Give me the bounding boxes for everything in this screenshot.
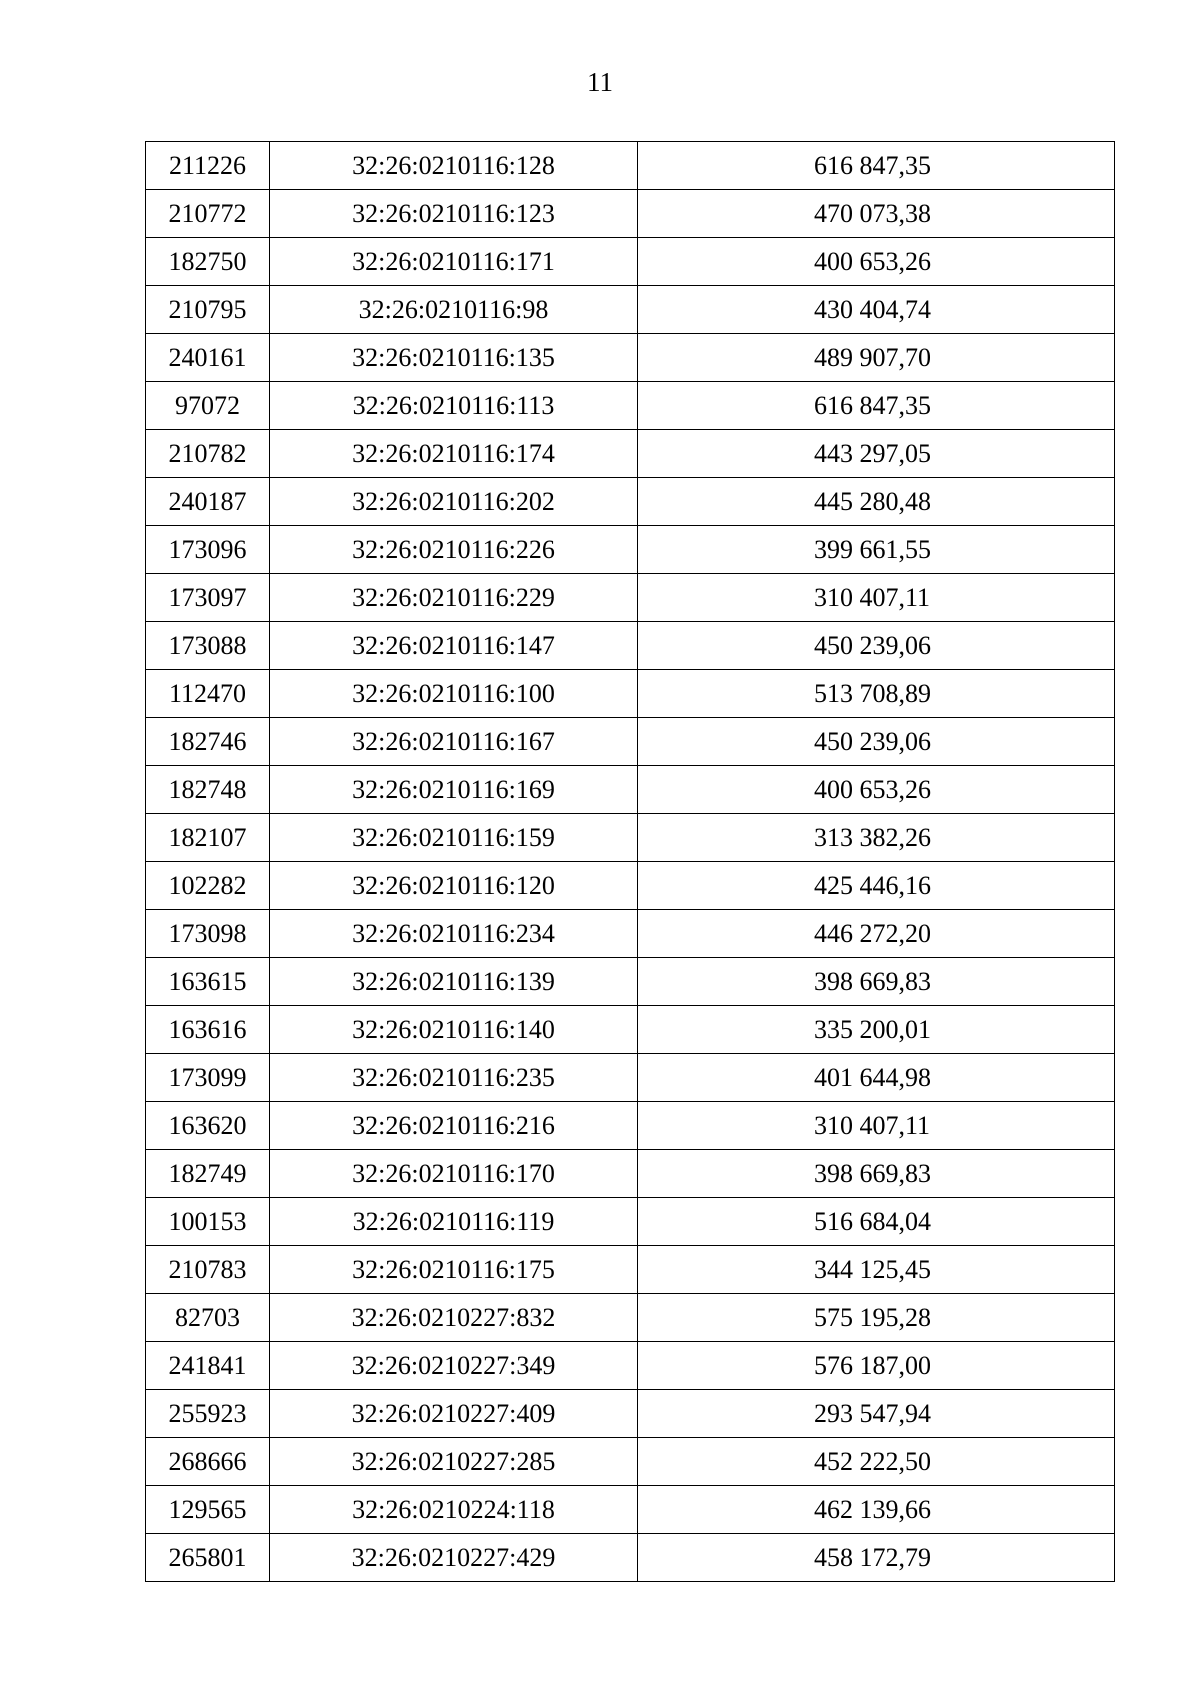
record-id-cell: 210783 [146, 1246, 270, 1294]
table-row [146, 718, 1115, 766]
record-id-cell: 182746 [146, 718, 270, 766]
cadastral-value-cell: 575 195,28 [638, 1294, 1115, 1342]
cadastral-number-cell: 32:26:0210116:120 [270, 862, 638, 910]
cadastral-number-cell: 32:26:0210116:139 [270, 958, 638, 1006]
cadastral-value-cell: 400 653,26 [638, 238, 1115, 286]
cadastral-number-cell: 32:26:0210227:285 [270, 1438, 638, 1486]
cadastral-number-cell: 32:26:0210116:167 [270, 718, 638, 766]
table-row [146, 1342, 1115, 1390]
cadastral-number-cell: 32:26:0210116:147 [270, 622, 638, 670]
record-id-cell: 182750 [146, 238, 270, 286]
cadastral-value-cell: 400 653,26 [638, 766, 1115, 814]
table-row [146, 862, 1115, 910]
cadastral-number-cell: 32:26:0210116:226 [270, 526, 638, 574]
cadastral-number-cell: 32:26:0210116:175 [270, 1246, 638, 1294]
table-row [146, 958, 1115, 1006]
cadastral-value-cell: 445 280,48 [638, 478, 1115, 526]
table-container [145, 141, 1114, 1582]
table-row [146, 574, 1115, 622]
record-id-cell: 163616 [146, 1006, 270, 1054]
table-row [146, 190, 1115, 238]
table-row [146, 1534, 1115, 1582]
cadastral-number-cell: 32:26:0210116:234 [270, 910, 638, 958]
record-id-cell: 265801 [146, 1534, 270, 1582]
cadastral-value-cell: 398 669,83 [638, 1150, 1115, 1198]
record-id-cell: 182107 [146, 814, 270, 862]
record-id-cell: 240187 [146, 478, 270, 526]
cadastral-number-cell: 32:26:0210116:170 [270, 1150, 638, 1198]
cadastral-value-cell: 443 297,05 [638, 430, 1115, 478]
cadastral-number-cell: 32:26:0210116:159 [270, 814, 638, 862]
cadastral-number-cell: 32:26:0210116:174 [270, 430, 638, 478]
record-id-cell: 173088 [146, 622, 270, 670]
record-id-cell: 82703 [146, 1294, 270, 1342]
cadastral-number-cell: 32:26:0210116:229 [270, 574, 638, 622]
cadastral-number-cell: 32:26:0210116:140 [270, 1006, 638, 1054]
cadastral-value-cell: 398 669,83 [638, 958, 1115, 1006]
record-id-cell: 210795 [146, 286, 270, 334]
record-id-cell: 211226 [146, 142, 270, 190]
table-row [146, 1006, 1115, 1054]
cadastral-value-table [145, 141, 1115, 1582]
record-id-cell: 163620 [146, 1102, 270, 1150]
cadastral-number-cell: 32:26:0210116:135 [270, 334, 638, 382]
page-number: 11 [587, 67, 613, 97]
record-id-cell: 100153 [146, 1198, 270, 1246]
record-id-cell: 210772 [146, 190, 270, 238]
record-id-cell: 129565 [146, 1486, 270, 1534]
cadastral-value-cell: 310 407,11 [638, 574, 1115, 622]
table-row [146, 478, 1115, 526]
table-row [146, 142, 1115, 190]
cadastral-value-cell: 335 200,01 [638, 1006, 1115, 1054]
cadastral-number-cell: 32:26:0210227:349 [270, 1342, 638, 1390]
cadastral-value-cell: 310 407,11 [638, 1102, 1115, 1150]
table-row [146, 430, 1115, 478]
record-id-cell: 240161 [146, 334, 270, 382]
cadastral-value-cell: 313 382,26 [638, 814, 1115, 862]
cadastral-value-cell: 616 847,35 [638, 142, 1115, 190]
cadastral-value-cell: 489 907,70 [638, 334, 1115, 382]
cadastral-number-cell: 32:26:0210116:119 [270, 1198, 638, 1246]
record-id-cell: 173099 [146, 1054, 270, 1102]
cadastral-number-cell: 32:26:0210224:118 [270, 1486, 638, 1534]
cadastral-value-cell: 616 847,35 [638, 382, 1115, 430]
cadastral-number-cell: 32:26:0210116:128 [270, 142, 638, 190]
record-id-cell: 163615 [146, 958, 270, 1006]
cadastral-number-cell: 32:26:0210116:216 [270, 1102, 638, 1150]
record-id-cell: 173097 [146, 574, 270, 622]
record-id-cell: 173096 [146, 526, 270, 574]
cadastral-value-cell: 458 172,79 [638, 1534, 1115, 1582]
table-row [146, 1486, 1115, 1534]
cadastral-number-cell: 32:26:0210116:235 [270, 1054, 638, 1102]
cadastral-number-cell: 32:26:0210227:409 [270, 1390, 638, 1438]
table-row [146, 286, 1115, 334]
cadastral-number-cell: 32:26:0210116:100 [270, 670, 638, 718]
table-row [146, 1150, 1115, 1198]
record-id-cell: 182749 [146, 1150, 270, 1198]
cadastral-value-cell: 450 239,06 [638, 718, 1115, 766]
record-id-cell: 268666 [146, 1438, 270, 1486]
cadastral-value-cell: 470 073,38 [638, 190, 1115, 238]
cadastral-value-cell: 430 404,74 [638, 286, 1115, 334]
cadastral-value-cell: 399 661,55 [638, 526, 1115, 574]
table-row [146, 622, 1115, 670]
table-row [146, 1390, 1115, 1438]
table-row [146, 526, 1115, 574]
cadastral-number-cell: 32:26:0210116:113 [270, 382, 638, 430]
cadastral-value-cell: 576 187,00 [638, 1342, 1115, 1390]
cadastral-value-cell: 293 547,94 [638, 1390, 1115, 1438]
table-row [146, 382, 1115, 430]
record-id-cell: 255923 [146, 1390, 270, 1438]
table-body [146, 142, 1115, 1582]
table-row [146, 670, 1115, 718]
cadastral-value-cell: 446 272,20 [638, 910, 1115, 958]
table-row [146, 334, 1115, 382]
cadastral-number-cell: 32:26:0210116:171 [270, 238, 638, 286]
table-row [146, 1102, 1115, 1150]
record-id-cell: 102282 [146, 862, 270, 910]
record-id-cell: 241841 [146, 1342, 270, 1390]
table-row [146, 1294, 1115, 1342]
record-id-cell: 210782 [146, 430, 270, 478]
table-row [146, 1198, 1115, 1246]
table-row [146, 910, 1115, 958]
table-row [146, 238, 1115, 286]
table-row [146, 814, 1115, 862]
record-id-cell: 97072 [146, 382, 270, 430]
cadastral-value-cell: 450 239,06 [638, 622, 1115, 670]
cadastral-value-cell: 462 139,66 [638, 1486, 1115, 1534]
table-row [146, 1438, 1115, 1486]
cadastral-value-cell: 452 222,50 [638, 1438, 1115, 1486]
cadastral-number-cell: 32:26:0210116:169 [270, 766, 638, 814]
cadastral-number-cell: 32:26:0210116:123 [270, 190, 638, 238]
cadastral-number-cell: 32:26:0210227:832 [270, 1294, 638, 1342]
record-id-cell: 182748 [146, 766, 270, 814]
cadastral-value-cell: 401 644,98 [638, 1054, 1115, 1102]
record-id-cell: 173098 [146, 910, 270, 958]
cadastral-value-cell: 425 446,16 [638, 862, 1115, 910]
cadastral-value-cell: 516 684,04 [638, 1198, 1115, 1246]
cadastral-value-cell: 344 125,45 [638, 1246, 1115, 1294]
cadastral-number-cell: 32:26:0210227:429 [270, 1534, 638, 1582]
record-id-cell: 112470 [146, 670, 270, 718]
cadastral-value-cell: 513 708,89 [638, 670, 1115, 718]
table-row [146, 1054, 1115, 1102]
table-row [146, 1246, 1115, 1294]
cadastral-number-cell: 32:26:0210116:98 [270, 286, 638, 334]
cadastral-number-cell: 32:26:0210116:202 [270, 478, 638, 526]
table-row [146, 766, 1115, 814]
